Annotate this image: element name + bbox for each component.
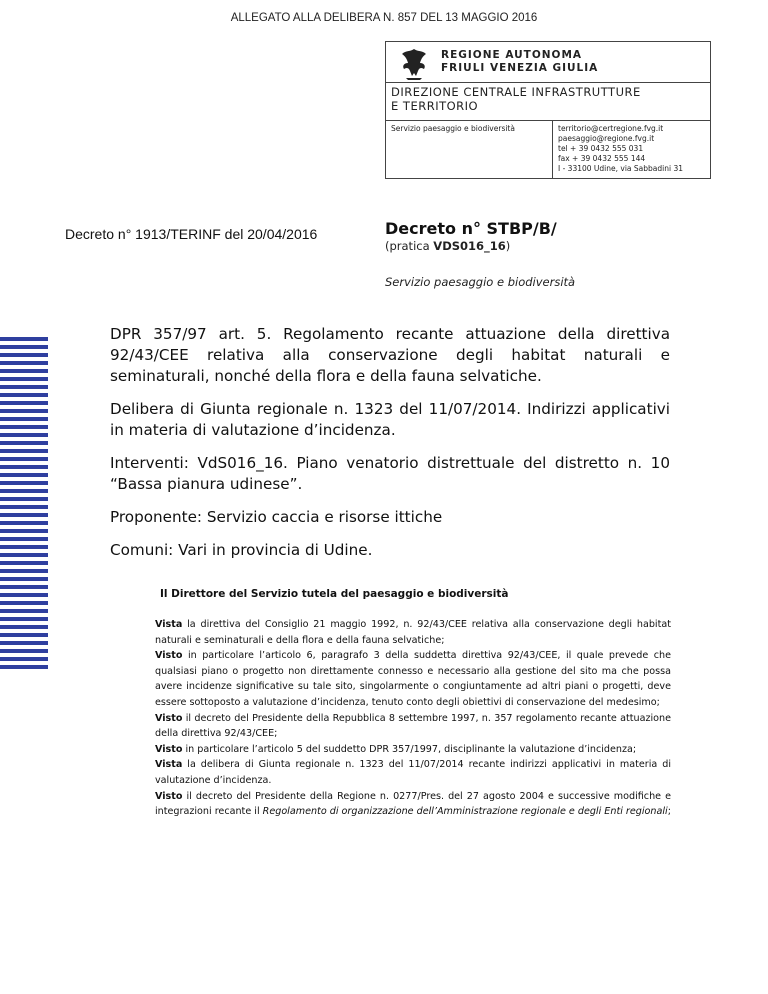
consideration-lead: Visto — [155, 650, 183, 662]
consideration-lead: Vista — [155, 619, 183, 630]
margin-stripe — [0, 569, 48, 573]
margin-stripe — [0, 449, 48, 453]
margin-stripe — [0, 409, 48, 413]
margin-stripe — [0, 369, 48, 373]
consideration-lead: Visto — [155, 743, 183, 755]
margin-stripe — [0, 617, 48, 621]
subject-paragraph: DPR 357/97 art. 5. Regolamento recante attuazione della direttiva 92/43/CEE relativa alla conservazione degli habitat naturali e seminaturali, nonché della flora e della fauna selvatiche. — [110, 325, 670, 385]
margin-stripe — [0, 425, 48, 429]
margin-stripe — [0, 529, 48, 533]
margin-stripe — [0, 433, 48, 437]
margin-stripe — [0, 345, 48, 349]
subject-paragraph: Comuni: Vari in provincia di Udine. — [110, 541, 373, 559]
margin-stripe — [0, 505, 48, 509]
contact-tel: tel + 39 0432 555 031 — [558, 144, 644, 153]
margin-stripe — [0, 609, 48, 613]
contact-fax: fax + 39 0432 555 144 — [558, 154, 646, 163]
margin-stripe — [0, 593, 48, 597]
consideration-item — [155, 617, 671, 648]
consideration-item — [155, 742, 671, 758]
margin-stripe — [0, 657, 48, 661]
margin-stripe — [0, 393, 48, 397]
decree-number-right: Decreto n° STBP/B/ — [385, 219, 557, 238]
dept-line-2: E TERRITORIO — [391, 99, 479, 113]
margin-stripe — [0, 361, 48, 365]
margin-stripe — [0, 441, 48, 445]
service-name-small: Servizio paesaggio e biodiversità — [391, 124, 515, 133]
letterhead-box — [385, 41, 711, 179]
consideration-lead: Visto — [155, 790, 183, 802]
margin-stripe — [0, 497, 48, 501]
divider-vertical — [552, 120, 553, 179]
divider — [386, 82, 710, 83]
pratica-ref — [385, 239, 510, 253]
pratica-code: VDS016_16 — [433, 239, 506, 253]
margin-stripe — [0, 473, 48, 477]
consideration-item — [155, 648, 671, 710]
divider — [386, 120, 710, 121]
attachment-note: ALLEGATO ALLA DELIBERA N. 857 DEL 13 MAGGIO 2016 — [230, 12, 538, 24]
margin-stripe — [0, 385, 48, 389]
margin-stripe — [0, 633, 48, 637]
margin-stripe — [0, 641, 48, 645]
regulation-title: Regolamento di organizzazione dell’Amministrazione regionale e degli Enti regionali — [262, 806, 668, 818]
consideration-text: la direttiva del Consiglio 21 maggio 1992, n. 92/43/CEE relativa alla conservazione degli habitat naturali e seminaturali e della flora e della fauna selvatiche; — [155, 619, 671, 646]
margin-stripe — [0, 577, 48, 581]
consideration-lead: Vista — [155, 759, 183, 771]
contact-address: I - 33100 Udine, via Sabbadini 31 — [558, 164, 683, 173]
pratica-prefix: (pratica — [385, 239, 434, 253]
margin-stripe — [0, 417, 48, 421]
margin-stripe — [0, 601, 48, 605]
dept-line-1: DIREZIONE CENTRALE INFRASTRUTTURE — [391, 85, 641, 99]
margin-stripe — [0, 353, 48, 357]
subject-paragraph: Proponente: Servizio caccia e risorse ittiche — [110, 508, 443, 526]
eagle-emblem-icon — [398, 46, 430, 82]
region-line-1: REGIONE AUTONOMA — [441, 49, 583, 61]
margin-stripe — [0, 545, 48, 549]
margin-stripes — [0, 337, 48, 673]
considerations — [155, 617, 671, 820]
margin-stripe — [0, 649, 48, 653]
consideration-text: il decreto del Presidente della Repubblica 8 settembre 1997, n. 357 regolamento recante attuazione della direttiva 92/43/CEE; — [155, 712, 671, 740]
margin-stripe — [0, 561, 48, 565]
contact-email: paesaggio@regione.fvg.it — [558, 134, 655, 143]
logo-row — [386, 42, 710, 82]
decree-number-left: Decreto n° 1913/TERINF del 20/04/2016 — [65, 226, 318, 242]
margin-stripe — [0, 481, 48, 485]
margin-stripe — [0, 377, 48, 381]
margin-stripe — [0, 465, 48, 469]
margin-stripe — [0, 337, 48, 341]
margin-stripe — [0, 457, 48, 461]
margin-stripe — [0, 665, 48, 669]
subject-paragraph: Interventi: VdS016_16. Piano venatorio distrettuale del distretto n. 10 “Bassa pianura udinese”. — [110, 454, 670, 493]
margin-stripe — [0, 625, 48, 629]
consideration-text: in particolare l’articolo 5 del suddetto DPR 357/1997, disciplinante la valutazione d’incidenza; — [182, 743, 637, 755]
service-name-italic: Servizio paesaggio e biodiversità — [385, 275, 576, 289]
consideration-item — [155, 789, 671, 820]
pratica-suffix: ) — [505, 239, 511, 253]
margin-stripe — [0, 401, 48, 405]
margin-stripe — [0, 537, 48, 541]
consideration-tail: ; — [667, 806, 671, 818]
margin-stripe — [0, 513, 48, 517]
consideration-text: il decreto del Presidente della Regione n. 0277/Pres. del 27 agosto 2004 e successive modifiche e integrazioni recante il — [155, 790, 671, 818]
contact-pec: territorio@certregione.fvg.it — [558, 124, 664, 133]
contact-block — [558, 124, 683, 174]
margin-stripe — [0, 585, 48, 589]
director-title: Il Direttore del Servizio tutela del paesaggio e biodiversità — [160, 588, 509, 600]
consideration-lead: Visto — [155, 712, 183, 724]
consideration-item — [155, 711, 671, 742]
department-name — [391, 85, 641, 113]
margin-stripe — [0, 553, 48, 557]
region-line-2: FRIULI VENEZIA GIULIA — [441, 62, 599, 74]
subject-block — [110, 324, 670, 573]
consideration-item — [155, 757, 671, 788]
consideration-text: in particolare l’articolo 6, paragrafo 3 della suddetta direttiva 92/43/CEE, il quale prevede che qualsiasi piano o progetto non direttamente connesso e necessario alla gestione del sito ma che possa avere incidenze significative su tale sito, singolarmente o congiuntamente ad altri piani o progetti, deve essere sottoposto a valutazione d’incidenza, tenuto conto degli obiettivi di conservazione del medesimo; — [155, 650, 671, 708]
region-name — [441, 49, 598, 75]
subject-paragraph: Delibera di Giunta regionale n. 1323 del 11/07/2014. Indirizzi applicativi in materia di valutazione d’incidenza. — [110, 400, 670, 439]
consideration-text: la delibera di Giunta regionale n. 1323 del 11/07/2014 recante indirizzi applicativi in materia di valutazione d’incidenza. — [155, 759, 671, 786]
margin-stripe — [0, 489, 48, 493]
margin-stripe — [0, 521, 48, 525]
